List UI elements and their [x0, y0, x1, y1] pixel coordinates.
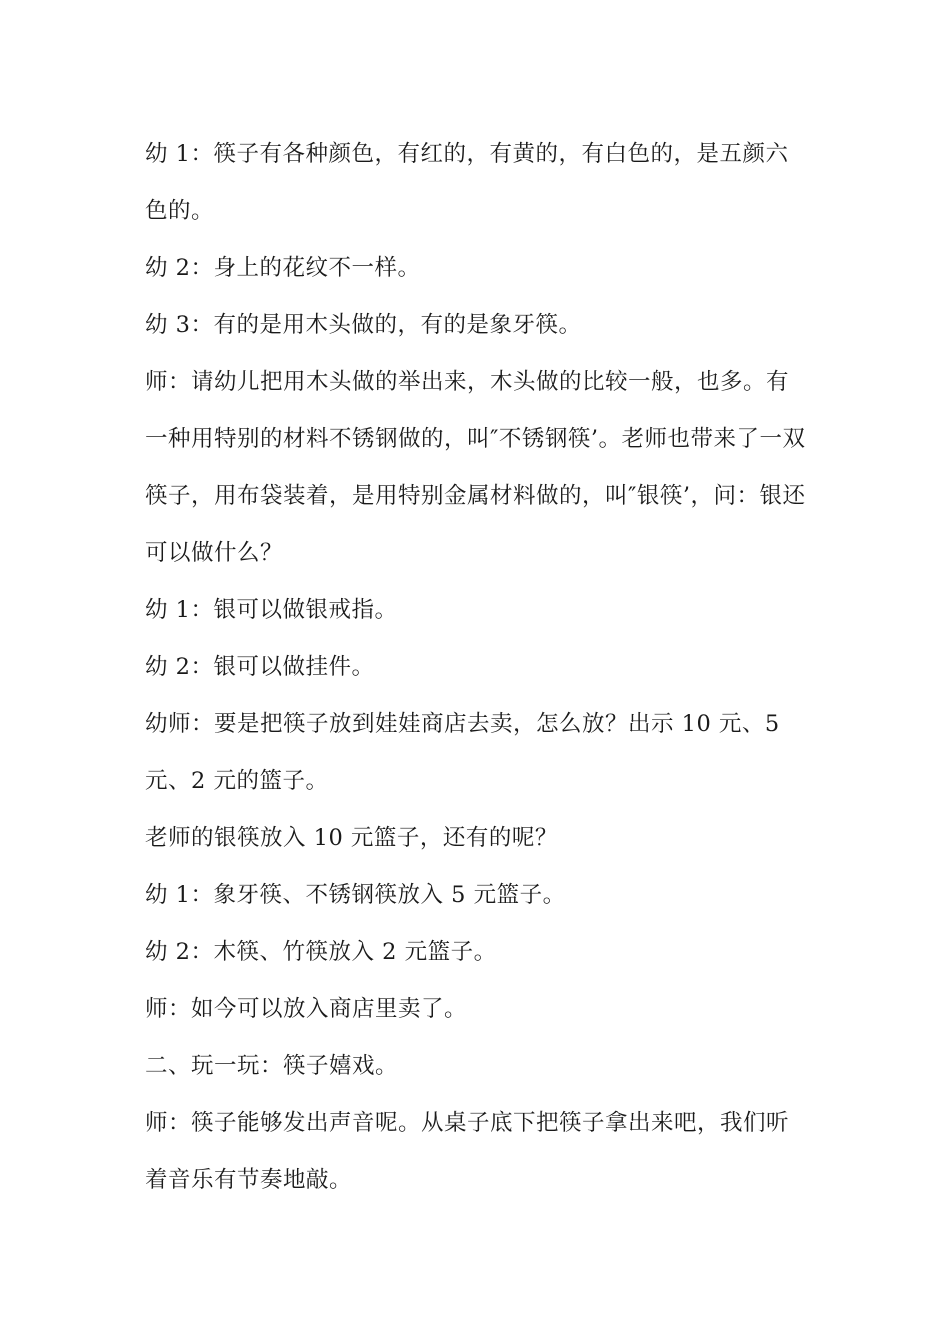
paragraph-child-2-patterns: 幼 2：身上的花纹不一样。: [145, 255, 421, 281]
paragraph-child-2-two-yuan: 幼 2：木筷、竹筷放入 2 元篮子。: [145, 939, 497, 965]
paragraph-child-3-materials: 幼 3：有的是用木头做的，有的是象牙筷。: [145, 312, 582, 338]
section-heading-game: 二、玩一玩：筷子嬉戏。: [145, 1053, 399, 1079]
paragraph-teacher-sound: 师：筷子能够发出声音呢。从桌子底下把筷子拿出来吧，我们听着音乐有节奏地敲。: [145, 1110, 790, 1193]
document-body: [145, 126, 810, 1209]
paragraph-teacher-materials: 师：请幼儿把用木头做的举出来，木头做的比较一般，也多。有一种用特别的材料不锈钢做的，叫″不锈钢筷’。老师也带来了一双筷子，用布袋装着，是用特别金属材料做的，叫″银筷’，问：银还可以做什么？: [145, 369, 806, 566]
paragraph-teacher-sell: 师：如今可以放入商店里卖了。: [145, 996, 468, 1022]
paragraph-child-1-five-yuan: 幼 1：象牙筷、不锈钢筷放入 5 元篮子。: [145, 882, 566, 908]
paragraph-teacher-silver-basket: 老师的银筷放入 10 元篮子，还有的呢？: [145, 825, 558, 851]
paragraph-child-1-colors: 幼 1：筷子有各种颜色，有红的，有黄的，有白色的，是五颜六色的。: [145, 141, 789, 224]
paragraph-child-2-silver-pendant: 幼 2：银可以做挂件。: [145, 654, 375, 680]
paragraph-child-1-silver-ring: 幼 1：银可以做银戒指。: [145, 597, 398, 623]
paragraph-teacher-shop: 幼师：要是把筷子放到娃娃商店去卖，怎么放？出示 10 元、5 元、2 元的篮子。: [145, 711, 780, 794]
